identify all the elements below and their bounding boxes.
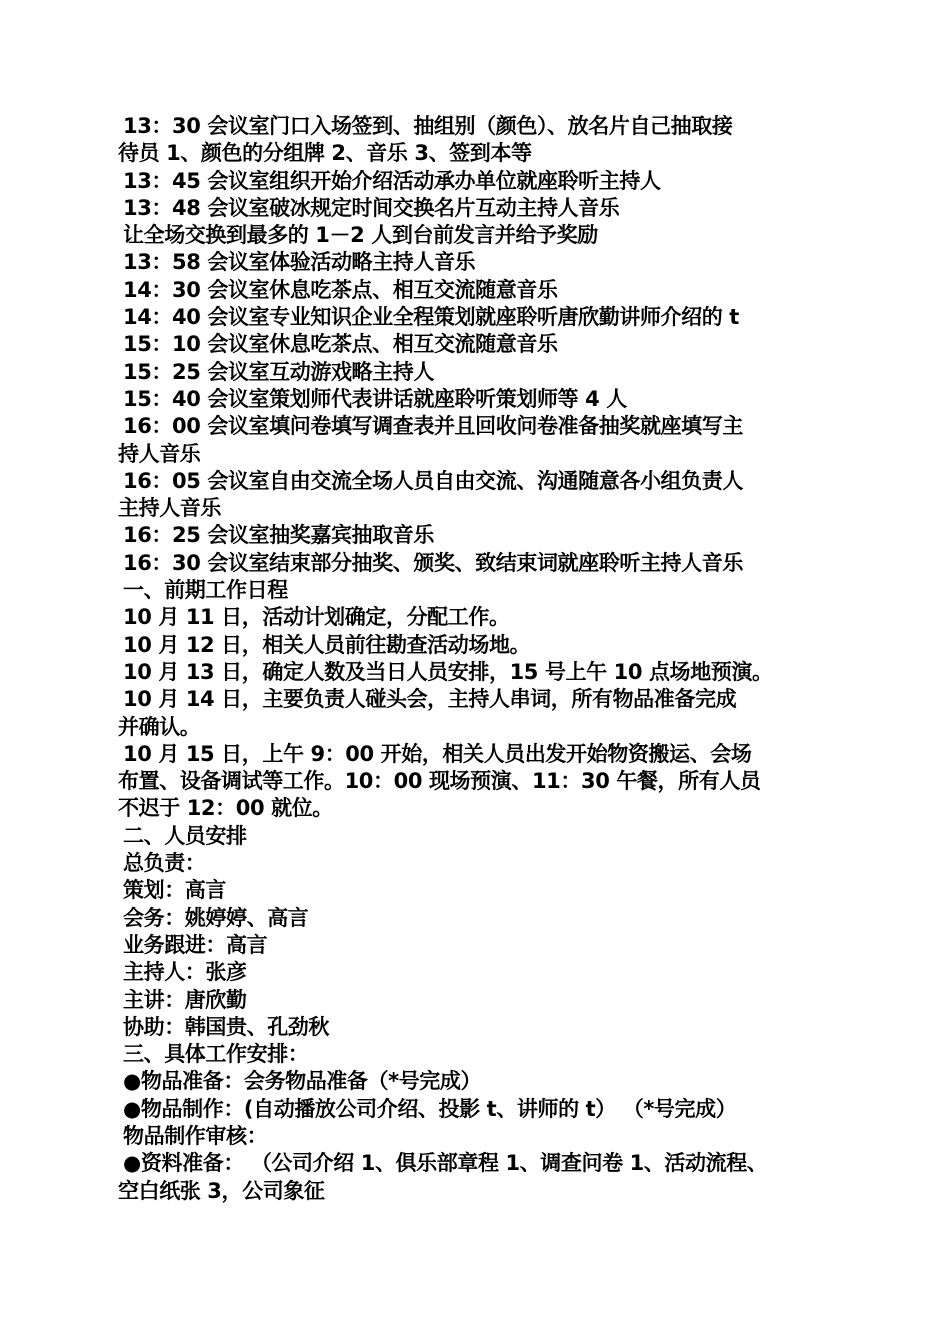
text-line: 让全场交换到最多的 1－2 人到台前发言并给予奖励 [123,223,598,248]
text-line: 16：00 会议室填问卷填写调查表并且回收问卷准备抽奖就座填写主 [123,414,743,439]
text-line: 策划：高言 [123,878,226,903]
text-line: 13：30 会议室门口入场签到、抽组别（颜色）、放名片自己抽取接 [123,114,733,138]
text-line: 16：30 会议室结束部分抽奖、颁奖、致结束词就座聆听主持人音乐 [123,550,743,575]
text-line: 并确认。 [118,714,201,739]
document-body [118,113,838,1205]
text-line: 三、具体工作安排： [123,1042,309,1067]
text-line: 主讲：唐欣勤 [123,987,247,1012]
text-line: 一、前期工作日程 [123,578,288,603]
text-line: 不迟于 12：00 就位。 [118,796,333,821]
text-line: ●资料准备： （公司介绍 1、俱乐部章程 1、调查问卷 1、活动流程、 [123,1151,768,1176]
text-line: 16：25 会议室抽奖嘉宾抽取音乐 [123,523,434,548]
text-line: 13：48 会议室破冰规定时间交换名片互动主持人音乐 [123,195,620,220]
text-line: 总负责： [123,851,206,876]
text-line: 10 月 12 日，相关人员前往勘查活动场地。 [123,632,531,657]
text-line: 主持人音乐 [118,496,221,521]
text-line: 协助：韩国贵、孔劲秋 [123,1014,329,1039]
text-line: 二、人员安排 [123,823,247,848]
text-line: 物品制作审核： [123,1123,268,1148]
text-line: 14：30 会议室休息吃茶点、相互交流随意音乐 [123,277,558,302]
text-line: 13：58 会议室体验活动略主持人音乐 [123,250,476,275]
text-line: 15：25 会议室互动游戏略主持人 [123,359,434,384]
text-line: 持人音乐 [118,441,201,466]
text-line: 14：40 会议室专业知识企业全程策划就座聆听唐欣勤讲师介绍的 t [123,305,739,330]
text-line: 业务跟进：高言 [123,932,268,957]
text-line: 16：05 会议室自由交流全场人员自由交流、沟通随意各小组负责人 [123,468,743,493]
text-line: 待员 1、颜色的分组牌 2、音乐 3、签到本等 [118,141,532,166]
text-line: 布置、设备调试等工作。10：00 现场预演、11：30 午餐，所有人员 [118,769,761,794]
text-line: 15：40 会议室策划师代表讲话就座聆听策划师等 4 人 [123,386,627,411]
text-line: 空白纸张 3，公司象征 [118,1178,325,1203]
text-line: 10 月 14 日，主要负责人碰头会，主持人串词，所有物品准备完成 [123,687,737,712]
text-line: 会务：姚婷婷、高言 [123,905,309,930]
text-line: ●物品制作：(自动播放公司介绍、投影 t、讲师的 t） （*号完成） [123,1096,737,1121]
text-line: 10 月 13 日，确定人数及当日人员安排，15 号上午 10 点场地预演。 [123,659,773,684]
text-line: 15：10 会议室休息吃茶点、相互交流随意音乐 [123,332,558,357]
text-line: 13：45 会议室组织开始介绍活动承办单位就座聆听主持人 [123,168,661,193]
text-line: 主持人：张彦 [123,960,247,985]
text-line: 10 月 11 日，活动计划确定，分配工作。 [123,605,510,630]
text-line: 10 月 15 日，上午 9：00 开始，相关人员出发开始物资搬运、会场 [123,741,752,766]
text-line: ●物品准备：会务物品准备（*号完成） [123,1069,482,1094]
